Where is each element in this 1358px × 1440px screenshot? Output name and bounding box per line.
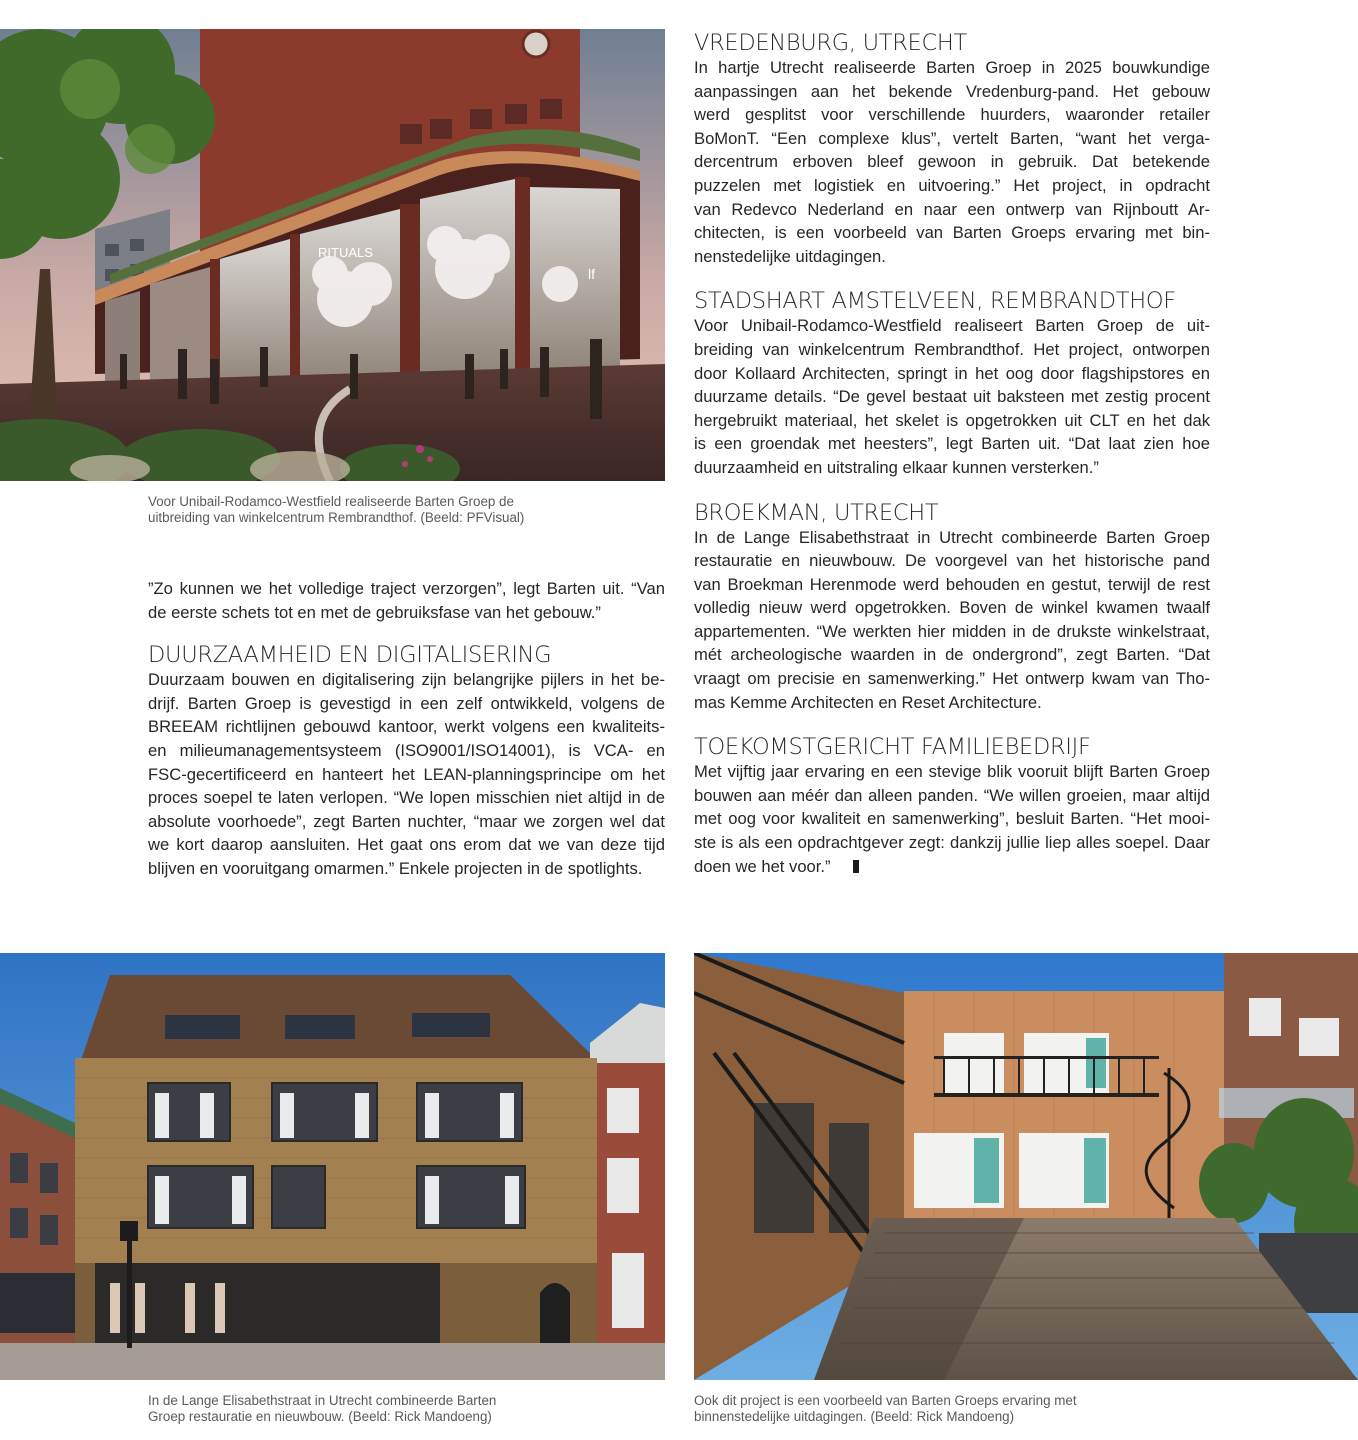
- photo-courtyard: [694, 953, 1358, 1380]
- section-familiebedrijf: [694, 734, 1210, 878]
- caption-broekman: In de Lange Elisabethstraat in Utrecht combineerde Barten Groep restauratie en nieuwbouw. (Beeld: Rick Mandoeng): [148, 1393, 497, 1424]
- section-body: In de Lange Elisabethstraat in Utrecht combineerde Barten Groep restauratie en nieuwbouw. De voorgevel van het historische pand van Broekman Herenmode werd behouden en gestut, terwijl de rest volledig nieuw werd opgetrokken. Boven de winkel kwamen twaalf appartementen. “We werkten hier midden in de drukste winkelstraat, mét archeologische waarden in de ondergrond”, zegt Barten. “Dat vraagt om precisie en samenwerking.” Het ontwerp kwam van Tho- mas Kemme Architecten en Reset Architecture.: [694, 527, 1210, 712]
- section-body: Met vijftig jaar ervaring en een stevige blik vooruit blijft Barten Groep bouwen aan méér dan alleen panden. “We willen groeien, maar altijd met oog voor kwaliteit en samenwerking”, besluit Barten. “Het mooi- ste is als een opdrachtgever zegt: dankzij jullie liep alles soepel. Daar doen we het voor.”: [694, 762, 1210, 876]
- section-heading: STADSHART AMSTELVEEN, REMBRANDTHOF: [694, 288, 1176, 315]
- photo-rembrandthof: [0, 29, 665, 481]
- right-column: [694, 30, 1210, 898]
- rembrandthof-rendering: [0, 29, 665, 481]
- caption-courtyard: Ook dit project is een voorbeeld van Barten Groeps ervaring met binnenstedelijke uitdagingen. (Beeld: Rick Mandoeng): [694, 1393, 1077, 1424]
- section-body: Voor Unibail-Rodamco-Westfield realiseert Barten Groep de uit- breiding van winkelcentrum Rembrandthof. Het project, ontworpen door Kollaard Architecten, springt in het oog door flagshipstores en duurzame details. “De gevel bestaat uit baksteen met zestig procent hergebruikt materiaal, het skelet is opgetrokken uit CLT en het dak is een groendak met heesters”, legt Barten uit. “Dat laat zien hoe duurzaamheid en uitstraling elkaar kunnen versterken.”: [694, 316, 1210, 477]
- section-duurzaamheid: [148, 642, 665, 880]
- broekman-facade-photo: [0, 953, 665, 1380]
- sign-rituals: RITUALS: [318, 245, 373, 260]
- section-heading: DUURZAAMHEID EN DIGITALISERING: [148, 642, 552, 669]
- intro-paragraph: ”Zo kunnen we het volledige traject verzorgen”, legt Barten uit. “Van de eerste schets tot en met de gebruiksfase van het gebouw.”: [148, 579, 665, 622]
- section-heading: BROEKMAN, UTRECHT: [694, 499, 939, 526]
- sign-lf: lf: [588, 266, 595, 282]
- section-body: Duurzaam bouwen en digitalisering zijn belangrijke pijlers in het be- drijf. Barten Groep is gevestigd in een zelf ontwikkeld, volgens de BREEAM richtlijnen gebouwd kantoor, werkt volgens een kwaliteits- en milieumanagementsysteem (ISO9001/ISO14001), is VCA- en FSC-gecertificeerd en hanteert het LEAN-planningsprincipe om het proces soepel te laten verlopen. “We lopen misschien niet altijd in de absolute voorhoede”, zegt Barten nuchter, “maar we zorgen wel dat we kort daarop aansluiten. Het gaat ons erom dat we van deze tijd blijven en vooruitgang omarmen.” Enkele projecten in de spotlights.: [148, 670, 665, 878]
- section-rembrandthof: [694, 288, 1210, 479]
- end-of-article-mark: [853, 860, 859, 873]
- section-heading: VREDENBURG, UTRECHT: [694, 30, 967, 56]
- section-heading: TOEKOMSTGERICHT FAMILIEBEDRIJF: [694, 734, 1091, 761]
- section-broekman: [694, 500, 1210, 715]
- photo-broekman: [0, 953, 665, 1380]
- section-body: In hartje Utrecht realiseerde Barten Groep in 2025 bouwkundige aanpassingen aan het bekende Vredenburg-pand. Het gebouw werd gesplitst voor verschillende huurders, waaronder retailer BoMonT. “Een complexe klus”, vertelt Barten, “want het verga- dercentrum erboven bleef gewoon in gebruik. Dat betekende puzzelen met logistiek en uitvoering.” Het project, in opdracht van Redevco Nederland en naar een ontwerp van Rijnboutt Ar- chitecten, is een voorbeeld van Barten Groeps ervaring met bin- nenstedelijke uitdagingen.: [694, 58, 1210, 266]
- left-column: [148, 577, 665, 901]
- section-vredenburg: [694, 30, 1210, 268]
- closing-line: doen we het voor.”: [694, 856, 831, 876]
- courtyard-photo: [694, 953, 1358, 1380]
- caption-rembrandthof: Voor Unibail-Rodamco-Westfield realiseerde Barten Groep de uitbreiding van winkelcentrum Rembrandthof. (Beeld: PFVisual): [148, 494, 525, 525]
